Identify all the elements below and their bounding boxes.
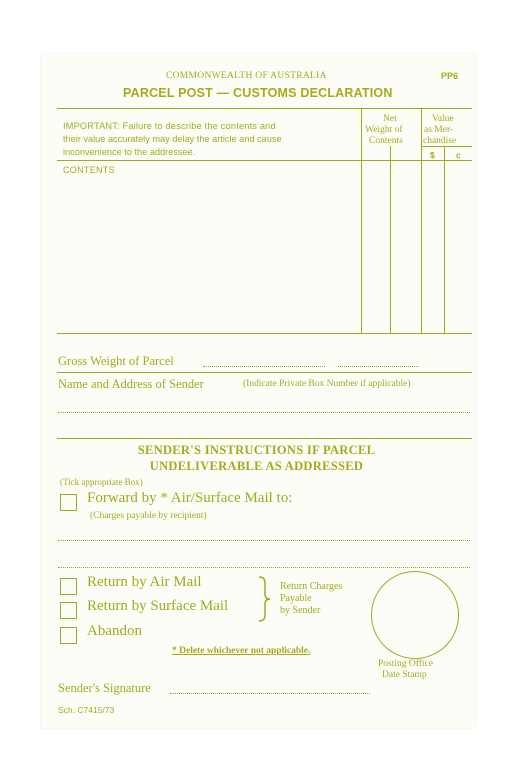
important-notice-line-2: their value accurately may delay the article and cause xyxy=(63,134,282,144)
return-air-label: Return by Air Mail xyxy=(87,574,202,590)
value-subheader-rule xyxy=(421,146,472,147)
table-top-rule xyxy=(57,108,472,109)
value-header-line-3: chandise xyxy=(423,136,457,146)
return-air-checkbox[interactable] xyxy=(60,578,77,595)
value-dollars-input-area[interactable] xyxy=(422,162,443,332)
sender-name-address-label: Name and Address of Sender xyxy=(58,377,204,391)
gross-weight-field-2[interactable] xyxy=(338,366,419,367)
table-bottom-rule xyxy=(57,333,472,334)
form-code: PP6 xyxy=(441,71,459,81)
stamp-label-line-2: Date Stamp xyxy=(382,670,427,680)
net-weight-header-line-3: Contents xyxy=(369,136,403,146)
schedule-code: Sch. C7415/73 xyxy=(58,705,115,715)
return-surface-checkbox[interactable] xyxy=(60,602,77,619)
net-weight-input-area[interactable] xyxy=(362,162,389,332)
forward-address-field-1[interactable] xyxy=(58,540,470,541)
forward-label: Forward by * Air/Surface Mail to: xyxy=(87,490,293,506)
forward-checkbox[interactable] xyxy=(60,494,77,511)
form-title: PARCEL POST — CUSTOMS DECLARATION xyxy=(123,86,393,100)
return-options-brace-icon xyxy=(256,575,272,623)
return-charges-line-3: by Sender xyxy=(280,605,321,616)
stamp-label-line-1: Posting Office xyxy=(378,659,433,669)
value-cents-input-area[interactable] xyxy=(445,162,471,332)
important-notice-line-1: IMPORTANT: Failure to describe the contents and xyxy=(63,121,276,131)
tick-box-note: (Tick appropriate Box) xyxy=(60,477,143,487)
sender-name-address-note: (Indicate Private Box Number if applicable) xyxy=(243,379,411,389)
table-header-rule xyxy=(57,160,472,161)
value-header-line-2: as Mer- xyxy=(424,125,454,135)
cents-column-label: c xyxy=(456,150,461,160)
abandon-checkbox[interactable] xyxy=(60,627,77,644)
gross-weight-label: Gross Weight of Parcel xyxy=(58,354,174,368)
return-charges-line-1: Return Charges xyxy=(280,581,343,592)
country-heading: COMMONWEALTH OF AUSTRALIA xyxy=(166,71,327,81)
abandon-label: Abandon xyxy=(87,623,142,639)
delete-note: * Delete whichever not applicable. xyxy=(172,646,311,656)
value-header-line-1: Value xyxy=(432,114,454,124)
instructions-heading-line-2: UNDELIVERABLE AS ADDRESSED xyxy=(149,459,364,473)
contents-input-area[interactable] xyxy=(58,178,360,332)
forward-charges-note: (Charges payable by recipient) xyxy=(90,511,207,521)
instructions-heading-line-1: SENDER'S INSTRUCTIONS IF PARCEL xyxy=(137,443,376,457)
net-weight-header-line-2: Weight of xyxy=(365,125,403,135)
gross-weight-rule xyxy=(57,372,472,373)
important-notice-line-3: inconvenience to the addressee. xyxy=(63,147,196,157)
date-stamp-circle xyxy=(371,571,459,659)
signature-field[interactable] xyxy=(170,693,370,694)
gross-weight-field-1[interactable] xyxy=(203,366,325,367)
sender-address-field[interactable] xyxy=(58,412,470,413)
return-charges-line-2: Payable xyxy=(280,593,312,604)
table-divider-net-weight xyxy=(390,146,391,333)
dollars-column-label: $ xyxy=(430,150,435,160)
sender-section-rule xyxy=(57,438,472,439)
contents-label: CONTENTS xyxy=(63,165,115,175)
signature-label: Sender's Signature xyxy=(58,681,151,695)
forward-address-field-2[interactable] xyxy=(58,567,470,568)
return-surface-label: Return by Surface Mail xyxy=(87,598,229,614)
net-weight-header-line-1: Net xyxy=(383,114,397,124)
